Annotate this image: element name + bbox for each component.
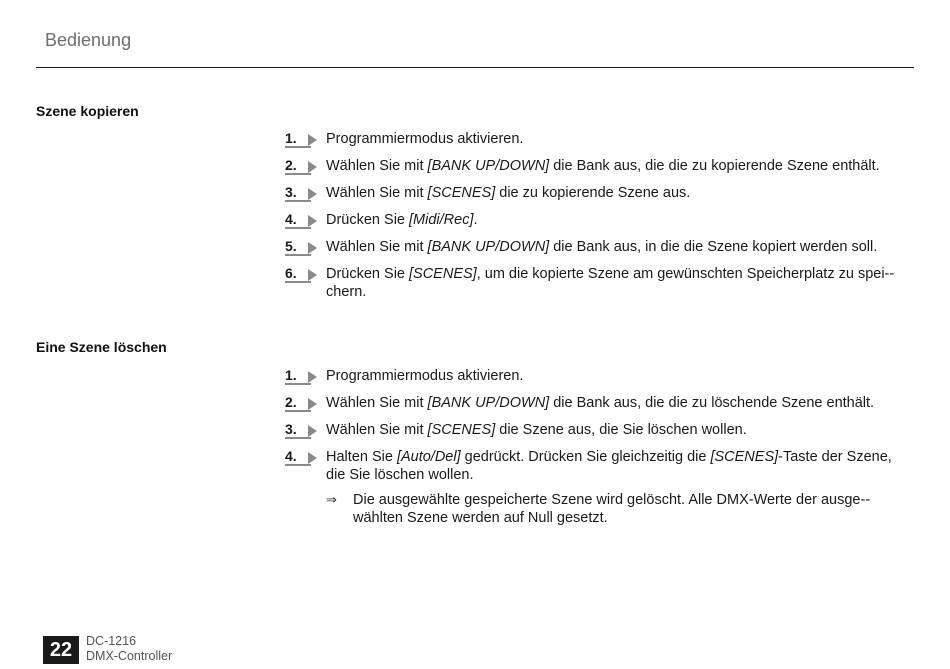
footer-text	[86, 634, 172, 664]
step-text	[326, 212, 478, 228]
result-note	[326, 491, 913, 527]
step-text-part: die Bank aus, die die zu löschende Szene enthält.	[549, 395, 875, 411]
step-number: 6.	[285, 265, 311, 283]
step-arrow-icon	[308, 161, 317, 173]
step-item	[285, 184, 915, 202]
step-number: 4.	[285, 448, 311, 466]
step-text	[326, 158, 880, 174]
step-text-part: Halten Sie	[326, 449, 397, 465]
key-label: [SCENES]	[409, 266, 477, 282]
step-arrow-icon	[308, 215, 317, 227]
key-label: [BANK UP/DOWN]	[427, 158, 550, 174]
step-number: 1.	[285, 367, 311, 385]
step-arrow-icon	[308, 134, 317, 146]
step-item	[285, 130, 915, 148]
step-arrow-icon	[308, 188, 317, 200]
result-text: Die ausgewählte gespeicherte Szene wird gelöscht. Alle DMX-Werte der ausge-wählten Szene werden auf Null gesetzt.	[353, 492, 871, 526]
key-label: [Auto/Del]	[396, 449, 461, 465]
step-text-part: die zu kopierende Szene aus.	[495, 185, 691, 201]
key-label: [SCENES]	[427, 185, 496, 201]
step-text-part: Wählen Sie mit	[326, 395, 428, 411]
step-text-part: Drücken Sie	[326, 212, 410, 228]
step-text	[326, 395, 874, 411]
step-text-part: Wählen Sie mit	[326, 158, 428, 174]
step-text	[326, 449, 892, 483]
step-number: 4.	[285, 211, 311, 229]
key-label: [BANK UP/DOWN]	[427, 239, 550, 255]
step-text-part: die Bank aus, die die zu kopierende Szene enthält.	[549, 158, 880, 174]
step-item	[285, 421, 915, 439]
step-text-part: Drücken Sie	[326, 266, 410, 282]
step-item	[285, 367, 915, 385]
step-number: 5.	[285, 238, 311, 256]
step-item	[285, 394, 915, 412]
key-label: [Midi/Rec]	[409, 212, 474, 228]
step-text	[326, 422, 747, 438]
key-label: [SCENES]	[710, 449, 779, 465]
step-item	[285, 211, 915, 229]
step-item	[285, 448, 915, 484]
result-arrow-icon: ⇒	[326, 492, 337, 507]
footer-model: DC-1216	[86, 634, 137, 648]
step-arrow-icon	[308, 425, 317, 437]
header-rule	[36, 67, 914, 68]
key-label: [BANK UP/DOWN]	[427, 395, 550, 411]
steps-list-delete	[285, 367, 915, 493]
step-text-part: gedrückt. Drücken Sie gleichzeitig die	[460, 449, 711, 465]
section-heading-delete: Eine Szene löschen	[36, 339, 167, 355]
step-item	[285, 238, 915, 256]
step-number: 3.	[285, 421, 311, 439]
section-heading-copy: Szene kopieren	[36, 103, 139, 119]
step-text-part: Wählen Sie mit	[326, 239, 428, 255]
step-arrow-icon	[308, 452, 317, 464]
step-text-part: die Bank aus, in die die Szene kopiert werden soll.	[549, 239, 878, 255]
step-text-part: die Szene aus, die Sie löschen wollen.	[495, 422, 747, 438]
step-arrow-icon	[308, 269, 317, 281]
step-item	[285, 157, 915, 175]
step-text-part: .	[473, 212, 478, 228]
step-number: 3.	[285, 184, 311, 202]
step-arrow-icon	[308, 371, 317, 383]
step-text	[326, 266, 894, 300]
steps-list-copy	[285, 130, 915, 310]
step-text	[326, 131, 523, 147]
step-arrow-icon	[308, 242, 317, 254]
step-number: 2.	[285, 394, 311, 412]
step-number: 2.	[285, 157, 311, 175]
step-text-part: -Taste der Szene, die Sie löschen wollen.	[326, 449, 892, 483]
step-text-part: Programmiermodus aktivieren.	[326, 368, 524, 384]
step-text-part: , um die kopierte Szene am gewünschten Speicherplatz zu spei-chern.	[326, 266, 895, 300]
step-text	[326, 239, 877, 255]
page-number: 22	[43, 636, 79, 664]
step-item	[285, 265, 915, 301]
step-text-part: Wählen Sie mit	[326, 185, 428, 201]
key-label: [SCENES]	[427, 422, 496, 438]
header-title: Bedienung	[45, 30, 132, 50]
step-text-part: Wählen Sie mit	[326, 422, 428, 438]
step-text	[326, 368, 523, 384]
step-number: 1.	[285, 130, 311, 148]
step-arrow-icon	[308, 398, 317, 410]
footer-product: DMX-Controller	[86, 649, 173, 663]
step-text	[326, 185, 690, 201]
step-text-part: Programmiermodus aktivieren.	[326, 131, 524, 147]
